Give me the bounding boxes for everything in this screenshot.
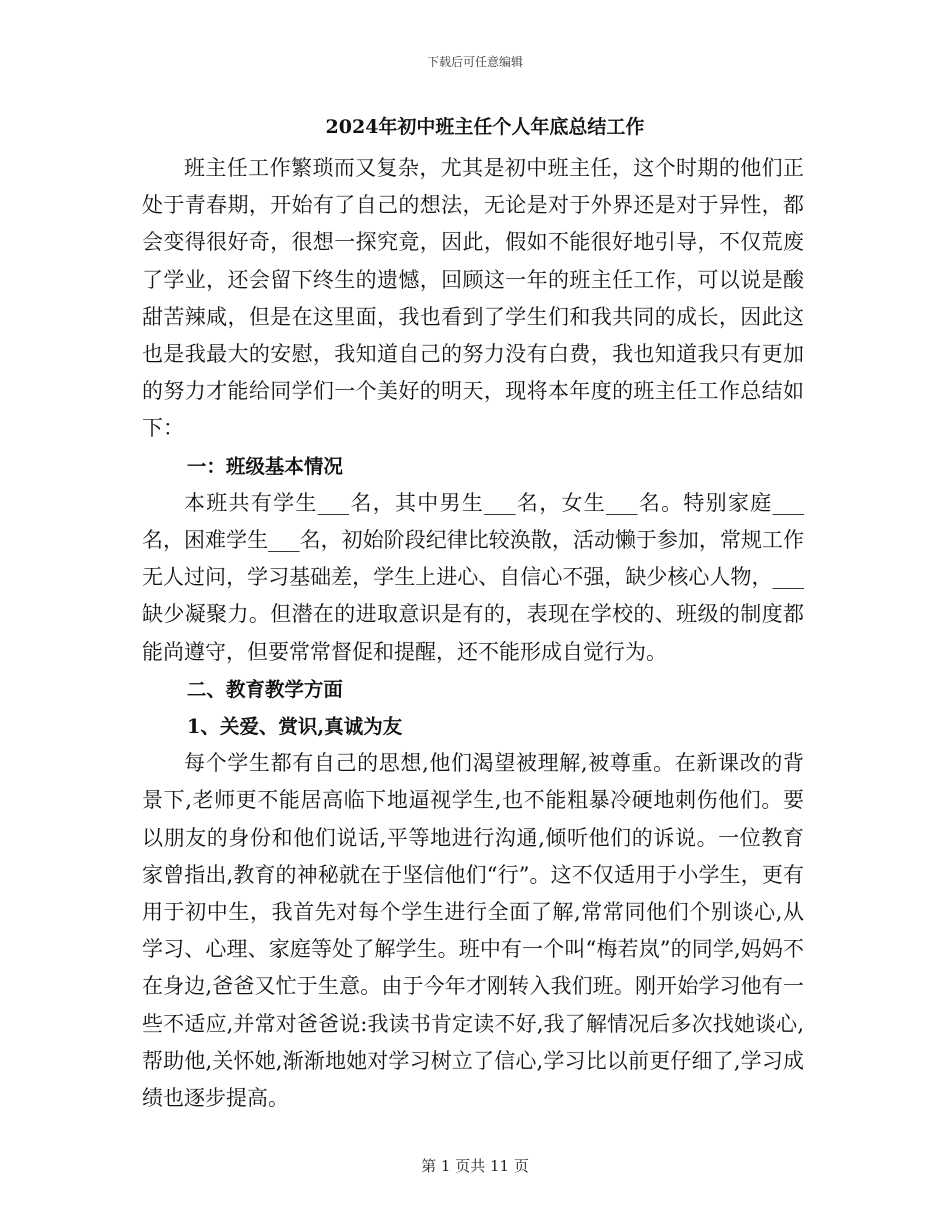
section-heading-class-info: 一：班级基本情况	[186, 454, 343, 478]
care-paragraph: 每个学生都有自己的思想,他们渴望被理解,被尊重。在新课改的背景下,老师更不能居高临下地逼视学生,也不能粗暴冷硬地刺伤他们。要以朋友的身份和他们说话,平等地进行沟通,倾听他们的诉说。一位教育家曾指出,教育的神秘就在于坚信他们“行”。这不仅适用于小学生，更有用于初中生，我首先对每个学生进行全面了解,常常同他们个别谈心,从学习、心理、家庭等处了解学生。班中有一个叫“梅若岚”的同学,妈妈不在身边,爸爸又忙于生意。由于今年才刚转入我们班。刚开始学习他有一些不适应,并常对爸爸说:我读书肯定读不好,我了解情况后多次找她谈心,帮助他,关怀她,渐渐地她对学习树立了信心,学习比以前更仔细了,学习成绩也逐步提高。	[142, 751, 804, 1111]
page-footer: 第 1 页共 11 页	[421, 1157, 529, 1175]
subsection-heading-care: 1、关爱、赏识,真诚为友	[186, 715, 403, 739]
intro-paragraph: 班主任工作繁琐而又复杂，尤其是初中班主任，这个时期的他们正处于青春期，开始有了自己的想法，无论是对于外界还是对于异性，都会变得很好奇，很想一探究竟，因此，假如不能很好地引导，不仅荒废了学业，还会留下终生的遗憾，回顾这一年的班主任工作，可以说是酸甜苦辣咸，但是在这里面，我也看到了学生们和我共同的成长，因此这也是我最大的安慰，我知道自己的努力没有白费，我也知道我只有更加的努力才能给同学们一个美好的明天，现将本年度的班主任工作总结如下：	[142, 156, 804, 441]
header-note: 下载后可任意编辑	[426, 55, 523, 69]
class-info-paragraph: 本班共有学生___名，其中男生___名，女生___名。特别家庭___名，困难学生___名，初始阶段纪律比较涣散，活动懒于参加，常规工作无人过问，学习基础差，学生上进心、自信心不强，缺少核心人物，___缺少凝聚力。但潜在的进取意识是有的，表现在学校的、班级的制度都能尚遵守，但要常常督促和提醒，还不能形成自觉行为。	[142, 490, 804, 664]
document-body	[142, 112, 804, 1117]
section-heading-teaching: 二、教育教学方面	[186, 677, 343, 701]
document-title: 2024年初中班主任个人年底总结工作	[325, 116, 645, 138]
